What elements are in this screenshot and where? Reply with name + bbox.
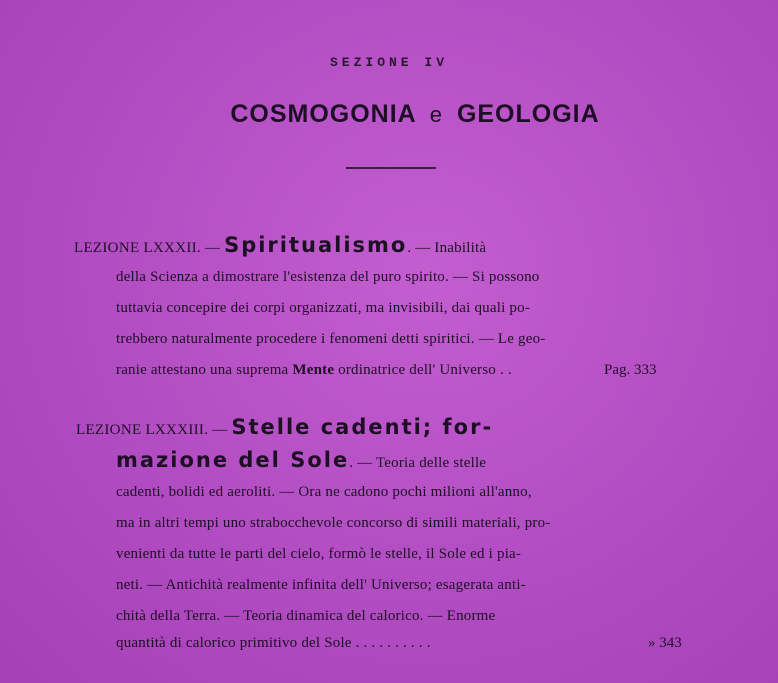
section-title-part-1: COSMOGONIA: [230, 100, 416, 128]
section-title: [0, 100, 778, 129]
section-title-part-2: GEOLOGIA: [456, 100, 600, 128]
lesson-topic: Stelle cadenti; for-: [231, 415, 494, 439]
title-divider: [346, 167, 436, 169]
page-reference: Pag. 333: [604, 362, 657, 378]
entry-text-line: trebbero naturalmente procedere i fenomeni detti spiritici. — Le geo-: [116, 331, 546, 347]
page-reference: » 343: [648, 635, 682, 651]
entry-heading-line: [74, 233, 486, 257]
entry-text-segment: ranie attestano una suprema: [116, 362, 289, 378]
entry-text-line: tuttavia concepire dei corpi organizzati, ma invisibili, dai quali po-: [116, 300, 531, 316]
entry-text-line: venienti da tutte le parti del cielo, formò le stelle, il Sole ed i pia-: [116, 546, 522, 562]
entry-text-segment: . — Inabilità: [407, 240, 487, 256]
lesson-topic: Spiritualismo: [224, 233, 408, 257]
entry-text-line: ma in altri tempi uno strabocchevole concorso di simili materiali, pro-: [116, 515, 551, 531]
lesson-number: LEZIONE LXXXIII.: [76, 422, 209, 438]
entry-text-line: neti. — Antichità realmente infinita dell' Universo; esagerata anti-: [116, 577, 526, 593]
entry-heading-line: [76, 415, 493, 439]
dash: —: [204, 240, 221, 256]
entry-emphasis: Mente: [292, 362, 335, 378]
entry-text-line: cadenti, bolidi ed aeroliti. — Ora ne cadono pochi milioni all'anno,: [116, 484, 532, 500]
entry-text-line: [116, 362, 512, 379]
entry-text-segment: . — Teoria delle stelle: [349, 455, 487, 471]
section-title-conjunction: e: [429, 102, 443, 127]
dash: —: [212, 422, 228, 438]
entry-text-line: quantità di calorico primitivo del Sole . . . . . . . . . .: [116, 635, 431, 651]
lesson-number: LEZIONE LXXXII.: [74, 240, 201, 256]
entry-text-segment: ordinatrice dell' Universo . .: [338, 362, 512, 378]
entry-text-line: della Scienza a dimostrare l'esistenza del puro spirito. — Si possono: [116, 269, 540, 285]
lesson-topic-continued: mazione del Sole: [116, 448, 350, 472]
entry-text-line: chità della Terra. — Teoria dinamica del calorico. — Enorme: [116, 608, 496, 624]
entry-heading-continuation: [116, 448, 486, 472]
section-label: SEZIONE IV: [329, 55, 448, 70]
